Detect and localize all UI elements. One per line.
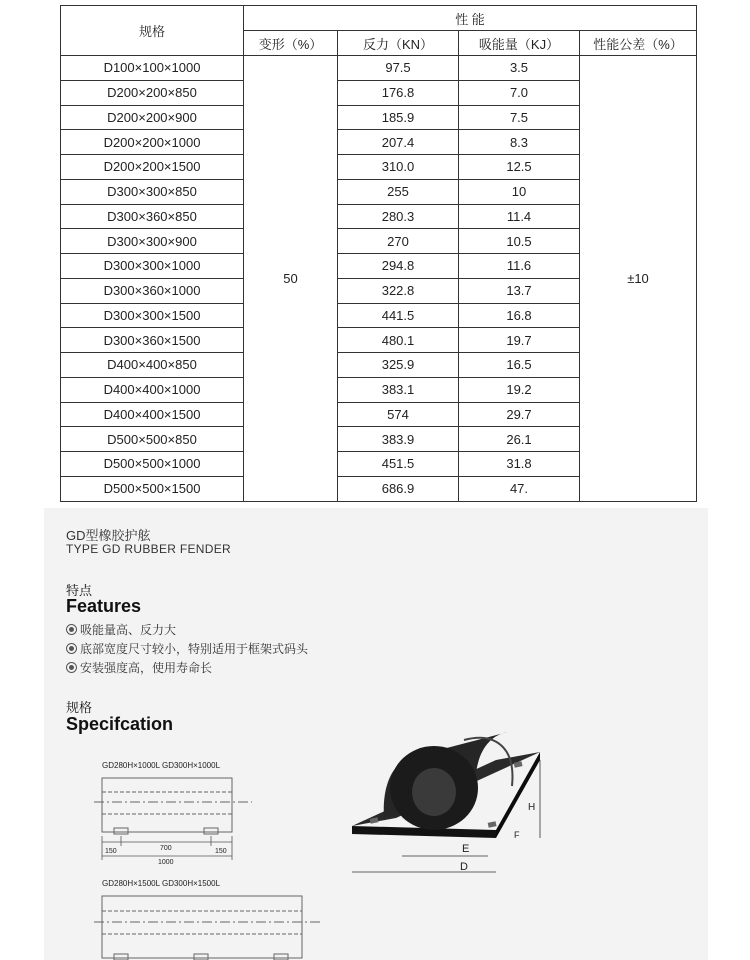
cell-spec: D400×400×850	[61, 353, 244, 378]
cell-reaction: 686.9	[338, 476, 459, 501]
cell-reaction: 383.9	[338, 427, 459, 452]
header-reaction: 反力（KN）	[338, 31, 459, 56]
dim-label-f: F	[514, 830, 520, 840]
cell-spec: D400×400×1500	[61, 402, 244, 427]
cell-energy: 16.8	[459, 303, 580, 328]
bolt-slot	[114, 828, 128, 834]
cell-energy: 10	[459, 179, 580, 204]
cell-reaction: 294.8	[338, 254, 459, 279]
product-panel	[44, 508, 708, 960]
cell-spec: D200×200×850	[61, 80, 244, 105]
table-row	[61, 56, 697, 81]
cell-tolerance: ±10	[580, 56, 697, 502]
cell-spec: D300×300×1500	[61, 303, 244, 328]
cell-reaction: 176.8	[338, 80, 459, 105]
cell-reaction: 270	[338, 229, 459, 254]
cell-spec: D300×300×850	[61, 179, 244, 204]
fender-side-view-bottom	[102, 896, 302, 958]
cell-energy: 3.5	[459, 56, 580, 81]
fender-product-image	[344, 726, 554, 876]
cell-spec: D100×100×1000	[61, 56, 244, 81]
cell-reaction: 383.1	[338, 377, 459, 402]
bolt-slot	[204, 828, 218, 834]
feature-text: 安装强度高，使用寿命长	[80, 661, 213, 675]
cell-spec: D200×200×900	[61, 105, 244, 130]
cell-reaction: 325.9	[338, 353, 459, 378]
cell-spec: D400×400×1000	[61, 377, 244, 402]
cell-spec: D300×360×1500	[61, 328, 244, 353]
dim-label-e: E	[462, 843, 470, 855]
fender-side-view-top	[102, 778, 232, 832]
cell-spec: D500×500×1000	[61, 452, 244, 477]
dim-label: 150	[105, 848, 117, 855]
cell-reaction: 574	[338, 402, 459, 427]
cell-energy: 7.5	[459, 105, 580, 130]
drawing-bottom-label: GD280H×1500L GD300H×1500L	[102, 879, 221, 888]
header-tolerance: 性能公差（%）	[580, 31, 697, 56]
cell-energy: 8.3	[459, 130, 580, 155]
product-title-cn: GD型橡胶护舷	[66, 528, 151, 543]
cell-reaction: 255	[338, 179, 459, 204]
features-heading-cn: 特点	[66, 583, 93, 598]
spec-heading-en: Specifcation	[66, 714, 174, 734]
cell-spec: D300×300×1000	[61, 254, 244, 279]
cell-energy: 19.2	[459, 377, 580, 402]
spec-heading-cn: 规格	[66, 700, 93, 715]
feature-item	[66, 640, 308, 657]
fender-bore	[412, 768, 456, 816]
cell-energy: 19.7	[459, 328, 580, 353]
cell-spec: D200×200×1000	[61, 130, 244, 155]
cell-energy: 11.4	[459, 204, 580, 229]
spec-table	[60, 5, 697, 502]
cell-energy: 29.7	[459, 402, 580, 427]
cell-spec: D500×500×850	[61, 427, 244, 452]
bullet-icon	[66, 662, 77, 673]
cell-energy: 13.7	[459, 278, 580, 303]
cell-reaction: 322.8	[338, 278, 459, 303]
dim-label-h: H	[528, 802, 536, 813]
dim-label-d: D	[460, 861, 468, 873]
bullet-icon	[66, 624, 77, 635]
features-heading-en: Features	[66, 596, 142, 616]
product-title-en: TYPE GD RUBBER FENDER	[66, 542, 231, 556]
cell-energy: 26.1	[459, 427, 580, 452]
spec-table-body	[61, 56, 697, 502]
cell-energy: 47.	[459, 476, 580, 501]
cell-reaction: 280.3	[338, 204, 459, 229]
cell-reaction: 480.1	[338, 328, 459, 353]
bolt-hole	[488, 821, 497, 828]
dim-label: 700	[160, 845, 172, 852]
cell-spec: D300×360×1000	[61, 278, 244, 303]
cell-energy: 7.0	[459, 80, 580, 105]
cell-energy: 31.8	[459, 452, 580, 477]
bolt-slot	[194, 954, 208, 960]
header-spec: 规格	[61, 6, 244, 56]
cell-deformation: 50	[244, 56, 338, 502]
cell-reaction: 451.5	[338, 452, 459, 477]
header-performance: 性 能	[244, 6, 697, 31]
header-deformation: 变形（%）	[244, 31, 338, 56]
cell-energy: 10.5	[459, 229, 580, 254]
technical-drawing	[94, 756, 334, 960]
dim-label: 150	[215, 848, 227, 855]
bolt-slot	[274, 954, 288, 960]
cell-spec: D500×500×1500	[61, 476, 244, 501]
header-energy: 吸能量（KJ）	[459, 31, 580, 56]
feature-text: 底部宽度尺寸较小，特别适用于框架式码头	[80, 642, 309, 656]
cell-spec: D200×200×1500	[61, 155, 244, 180]
cell-reaction: 441.5	[338, 303, 459, 328]
feature-item	[66, 621, 176, 638]
cell-reaction: 310.0	[338, 155, 459, 180]
dim-label: 1000	[158, 859, 174, 866]
bullet-icon	[66, 643, 77, 654]
feature-item	[66, 659, 212, 676]
cell-reaction: 97.5	[338, 56, 459, 81]
drawing-top-label: GD280H×1000L GD300H×1000L	[102, 761, 221, 770]
cell-reaction: 207.4	[338, 130, 459, 155]
cell-energy: 12.5	[459, 155, 580, 180]
cell-energy: 11.6	[459, 254, 580, 279]
feature-text: 吸能量高、反力大	[80, 623, 177, 637]
cell-spec: D300×360×850	[61, 204, 244, 229]
cell-energy: 16.5	[459, 353, 580, 378]
cell-reaction: 185.9	[338, 105, 459, 130]
cell-spec: D300×300×900	[61, 229, 244, 254]
bolt-slot	[114, 954, 128, 960]
